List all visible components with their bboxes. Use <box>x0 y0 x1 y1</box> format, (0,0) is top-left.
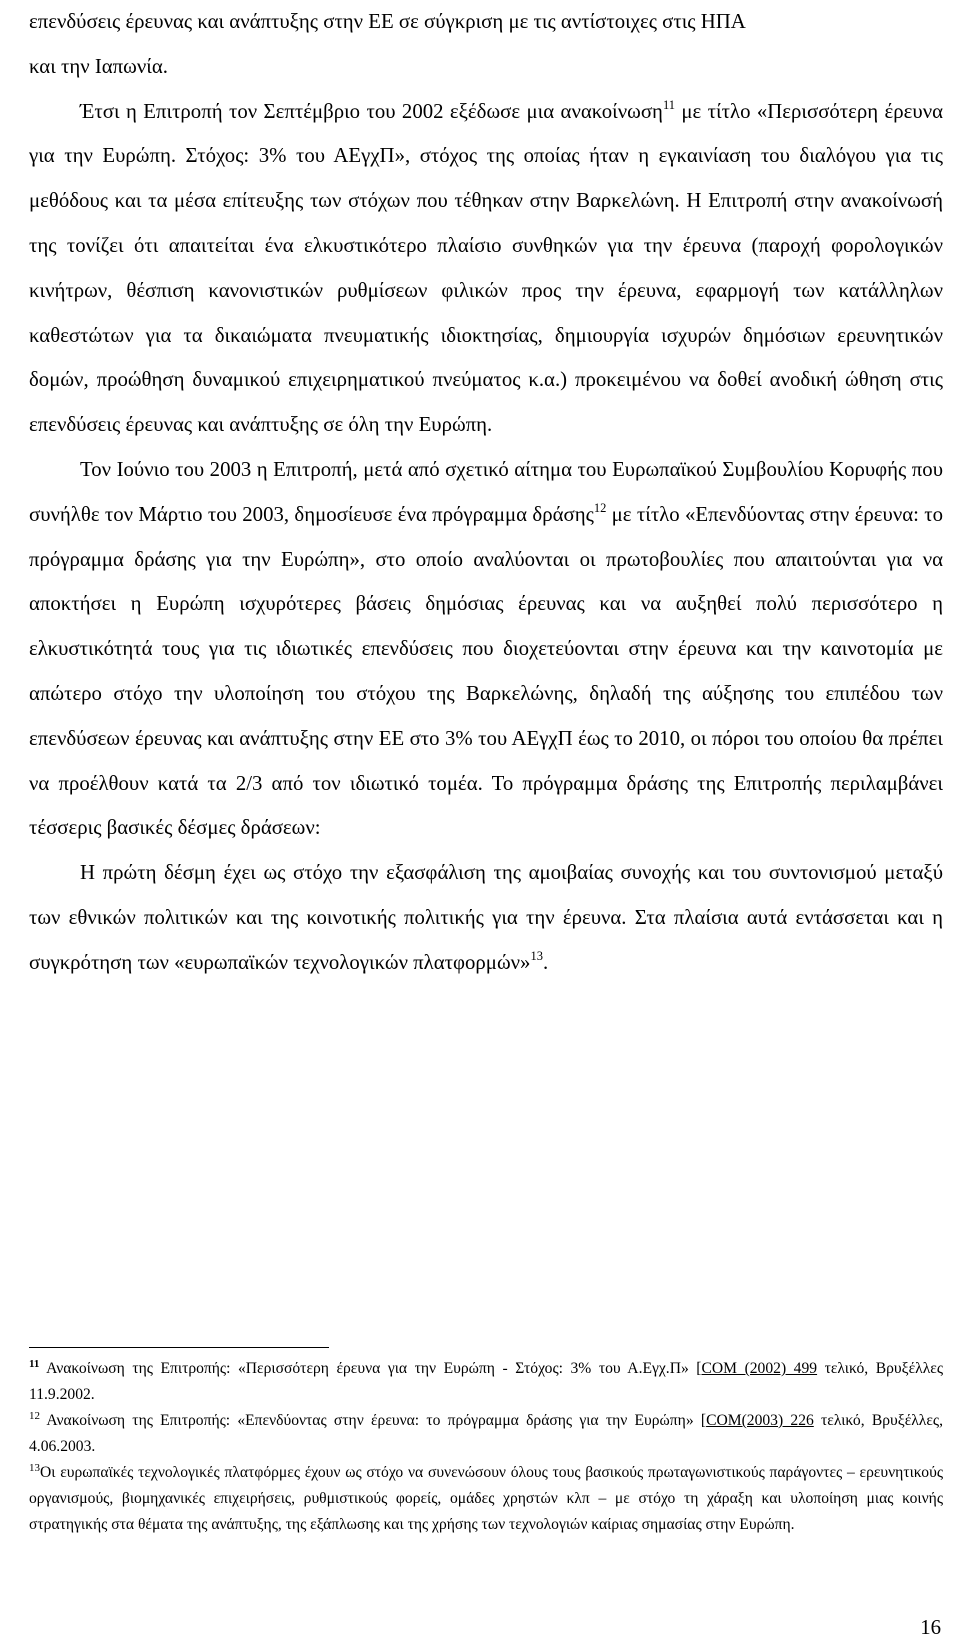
footnote-text: τελικό, Βρυξέλλες, 4.06.2003. <box>29 1412 943 1455</box>
footnote-number: 12 <box>29 1410 40 1422</box>
body-text <box>29 0 943 986</box>
footnote-11 <box>29 1356 943 1408</box>
footnote-link[interactable]: COM (2002) 499 <box>701 1360 818 1377</box>
footnote-text: Ανακοίνωση της Επιτροπής: «Επενδύοντας στην έρευνα: το πρόγραμμα δράσης για την Ευρώπη» [ <box>40 1412 707 1429</box>
footnote-ref-12[interactable]: 12 <box>593 500 607 515</box>
paragraph-text: με τίτλο «Επενδύοντας στην έρευνα: το πρόγραμμα δράσης για την Ευρώπη», στο οποίο αναλύονται οι πρωτοβουλίες που απαιτούνται για να αποκτήσει η Ευρώπη ισχυρότερες βάσεις δημόσιας έρευνας και να αυξηθεί πολύ περισσότερο η ελκυστικότητά τους για τις ιδιωτικές επενδύσεις που διοχετεύονται στην έρευνα και την καινοτομία με απώτερο στόχο την υλοποίηση του στόχου της Βαρκελώνης, δηλαδή της αύξησης του επιπέδου των επενδύσεων έρευνας και ανάπτυξης στην ΕΕ στο 3% του ΑΕγχΠ έως το 2010, οι πόροι του οποίου θα πρέπει να προέλθουν κατά τα 2/3 από τον ιδιωτικό τομέα. Το πρόγραμμα δράσης της Επιτροπής περιλαμβάνει τέσσερις βασικές δέσμες δράσεων: <box>29 502 943 840</box>
footnote-number: 13 <box>29 1462 40 1474</box>
footnote-separator <box>29 1347 329 1348</box>
footnote-12 <box>29 1408 943 1460</box>
paragraph-text: . <box>542 950 549 974</box>
paragraph <box>29 90 943 448</box>
paragraph-text: με τίτλο «Περισσότερη έρευνα για την Ευρώπη. Στόχος: 3% του ΑΕγχΠ», στόχος της οποίας ήταν η εγκαινίαση του διαλόγου για τις μεθόδους και τα μέσα επίτευξης των στόχων που τέθηκαν στην Βαρκελώνη. Η Επιτροπή στην ανακοίνωσή της τονίζει ότι απαιτείται ένα ελκυστικότερο πλαίσιο συνθηκών για την έρευνα (παροχή φορολογικών κινήτρων, θέσπιση κανονιστικών ρυθμίσεων φιλικών προς την έρευνα, εφαρμογή των κατάλληλων καθεστώτων για τα δικαιώματα πνευματικής ιδιοκτησίας, δημιουργία ισχυρών δημόσιων ερευνητικών δομών, προώθηση δυναμικού επιχειρηματικού πνεύματος κ.α.) προκειμένου να δοθεί ανοδική ώθηση στις επενδύσεις έρευνας και ανάπτυξης σε όλη την Ευρώπη. <box>29 99 943 437</box>
paragraph <box>29 851 943 985</box>
footnote-ref-13[interactable]: 13 <box>530 948 543 963</box>
text-line: και την Ιαπωνία. <box>29 54 168 78</box>
paragraph <box>29 448 943 851</box>
footnote-number: 11 <box>29 1358 40 1370</box>
paragraph-text: Τον Ιούνιο του 2003 η Επιτροπή, μετά από σχετικό αίτημα του Ευρωπαϊκού Συμβουλίου Κορυφής που συνήλθε τον Μάρτιο του 2003, δημοσίευσε ένα πρόγραμμα δράσης <box>29 457 943 526</box>
footnote-text: Οι ευρωπαϊκές τεχνολογικές πλατφόρμες έχουν ως στόχο να συνενώσουν όλους τους βασικούς πρωταγωνιστικούς παράγοντες – ερευνητικούς οργανισμούς, βιομηχανικές επιχειρήσεις, ρυθμιστικούς φορείς, ομάδες χρηστών κλπ – με στόχο τη χάραξη και υλοποίηση μιας κοινής στρατηγικής στα θέματα της ανάπτυξης, της εξάπλωσης και της χρήσης των τεχνολογιών καίριας σημασίας στην Ευρώπη. <box>29 1464 943 1533</box>
footnote-13 <box>29 1460 943 1538</box>
paragraph-text: Η πρώτη δέσμη έχει ως στόχο την εξασφάλιση της αμοιβαίας συνοχής και του συντονισμού μεταξύ των εθνικών πολιτικών και της κοινοτικής πολιτικής για την έρευνα. Στα πλαίσια αυτά εντάσσεται και η συγκρότηση των «ευρωπαϊκών τεχνολογικών πλατφορμών» <box>29 861 943 974</box>
paragraph-text: Έτσι η Επιτροπή τον Σεπτέμβριο του 2002 εξέδωσε μια ανακοίνωση <box>80 99 663 123</box>
footnote-link[interactable]: COM(2003) 226 <box>706 1412 814 1429</box>
footnote-ref-11[interactable]: 11 <box>662 97 675 112</box>
paragraph-continued <box>29 0 943 90</box>
footnote-text: Ανακοίνωση της Επιτροπής: «Περισσότερη έρευνα για την Ευρώπη - Στόχος: 3% του Α.Εγχ.Π» [ <box>39 1360 702 1377</box>
footnotes <box>29 1356 943 1538</box>
footnote-text: τελικό, Βρυξέλλες 11.9.2002. <box>29 1360 943 1403</box>
text-line: επενδύσεις έρευνας και ανάπτυξης στην ΕΕ σε σύγκριση με τις αντίστοιχες στις ΗΠΑ <box>29 10 746 33</box>
page-number: 16 <box>920 1616 941 1639</box>
